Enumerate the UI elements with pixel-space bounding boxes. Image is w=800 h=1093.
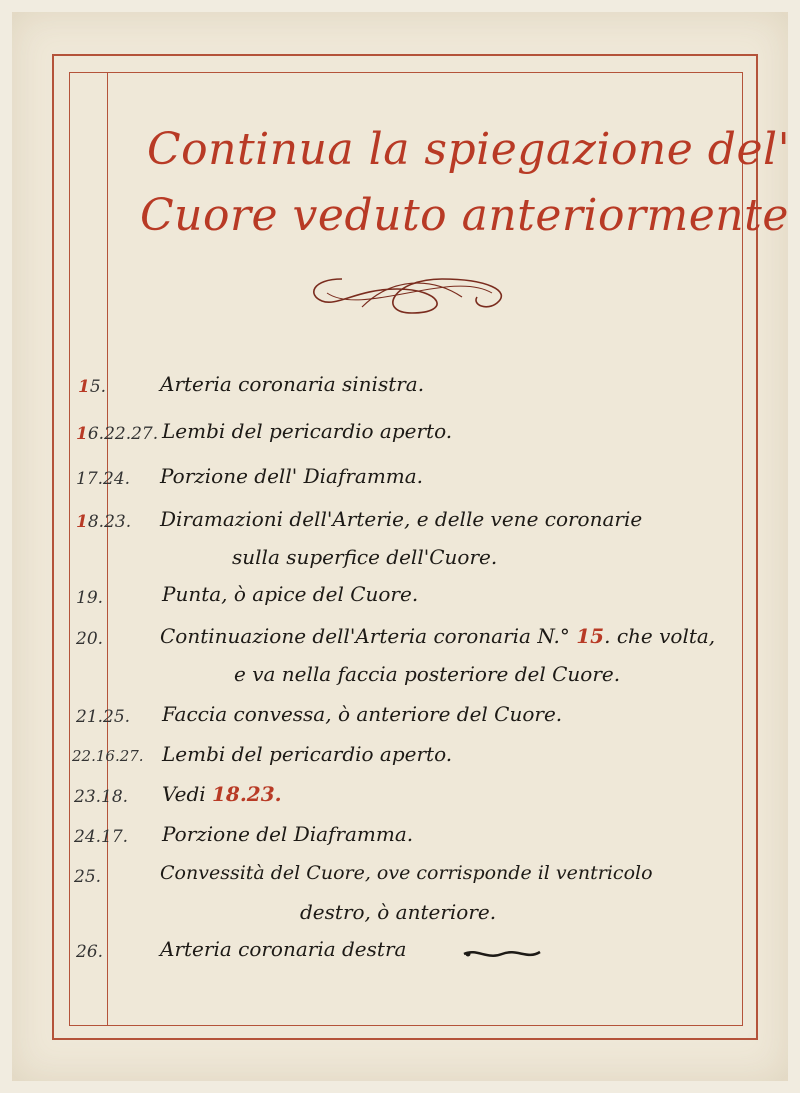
- title-line-1: Continua la spiegazione del': [147, 124, 791, 175]
- entry-text: Arteria coronaria destra: [160, 937, 407, 961]
- flourish-ornament: [302, 267, 517, 322]
- entry-text-continued: e va nella faccia posteriore del Cuore.: [234, 662, 621, 686]
- entry-number: 24.17.: [74, 827, 129, 847]
- entry-number: 20.: [76, 629, 104, 649]
- entry-text: Punta, ò apice del Cuore.: [162, 582, 419, 606]
- entry-number: 26.: [76, 942, 104, 962]
- title-line-2: Cuore veduto anteriormente: [140, 190, 789, 241]
- entry-text: Diramazioni dell'Arterie, e delle vene coronarie: [160, 507, 643, 531]
- entry-number: 23.18.: [74, 787, 129, 807]
- entry-text: Porzione dell' Diaframma.: [160, 464, 424, 488]
- entry-text: Faccia convessa, ò anteriore del Cuore.: [162, 702, 563, 726]
- entry-text: Convessità del Cuore, ove corrisponde il ventricolo: [160, 862, 653, 884]
- entry-text: Lembi del pericardio aperto.: [162, 419, 453, 443]
- entry-number: 18.23.: [76, 512, 132, 532]
- entry-text: Porzione del Diaframma.: [162, 822, 414, 846]
- entry-text-continued: destro, ò anteriore.: [300, 900, 497, 924]
- entry-number: 16.22.27.: [76, 424, 159, 444]
- entry-number: 19.: [76, 588, 104, 608]
- manuscript-page: [12, 12, 791, 1081]
- entry-text: Arteria coronaria sinistra.: [160, 372, 425, 396]
- entry-text-continued: sulla superfice dell'Cuore.: [232, 545, 498, 569]
- entry-number: 15.: [78, 377, 107, 397]
- entry-number: 22.16.27.: [72, 747, 144, 765]
- entry-text: Vedi 18.23.: [162, 782, 282, 806]
- entry-number: 25.: [74, 867, 102, 887]
- tail-flourish: [462, 944, 542, 964]
- entry-text: Lembi del pericardio aperto.: [162, 742, 453, 766]
- entry-number: 17.24.: [76, 469, 131, 489]
- entry-number: 21.25.: [76, 707, 131, 727]
- entry-text: Continuazione dell'Arteria coronaria N.° 15. che volta,: [160, 624, 716, 648]
- margin-rule: [107, 72, 108, 1026]
